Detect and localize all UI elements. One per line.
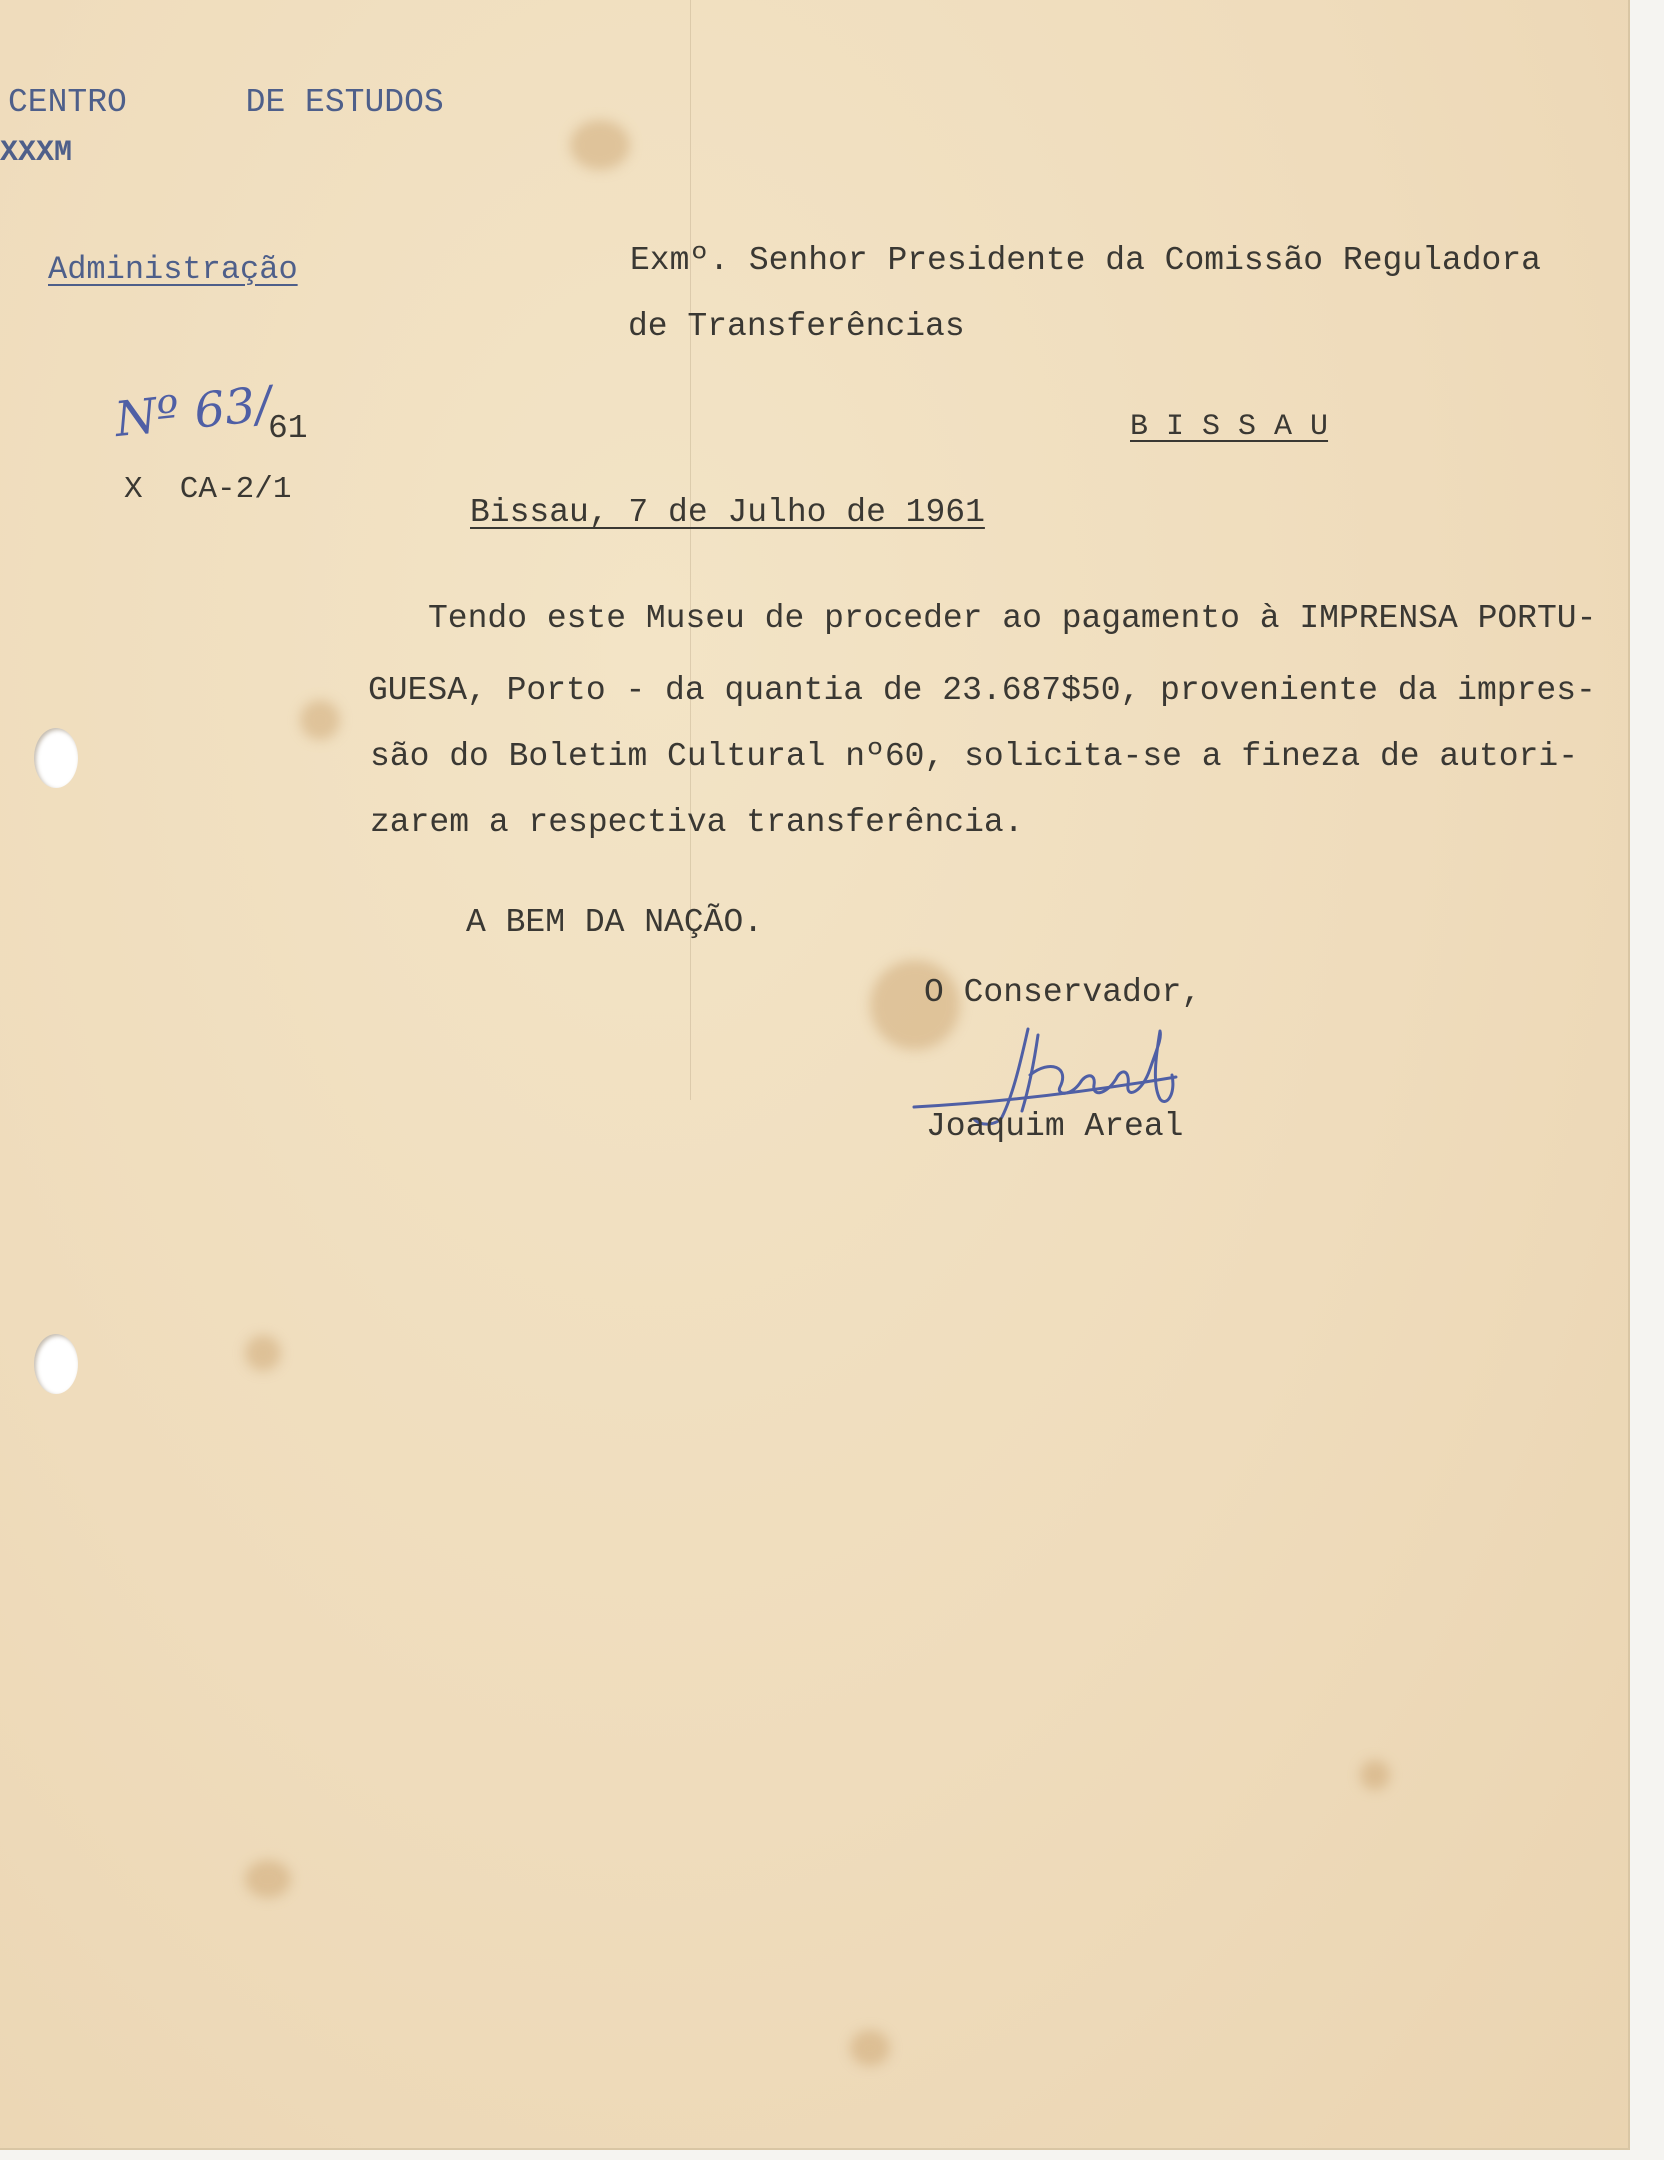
year-suffix: 61 xyxy=(268,410,308,447)
paper-stain xyxy=(245,1860,291,1898)
recipient-city: B I S S A U xyxy=(1130,410,1329,444)
signatory-title: O Conservador, xyxy=(924,974,1202,1011)
signatory-name: Joaquim Areal xyxy=(926,1108,1184,1145)
body-line-3: são do Boletim Cultural nº60, solicita-se a fineza de autori- xyxy=(370,738,1578,775)
paper-stain xyxy=(300,700,340,740)
paper-stain xyxy=(245,1335,281,1371)
recipient-line-2: de Transferências xyxy=(628,308,965,345)
paper-stain xyxy=(850,2030,890,2066)
body-line-1: Tendo este Museu de proceder ao pagamento à IMPRENSA PORTU- xyxy=(428,600,1597,637)
handwritten-number: Nº 63/ xyxy=(112,375,275,448)
institution-name: CENTRO DE ESTUDOS xyxy=(8,84,444,121)
punch-hole xyxy=(34,728,78,788)
punch-hole xyxy=(34,1334,78,1394)
closing-salutation: A BEM DA NAÇÃO. xyxy=(466,904,764,941)
paper-stain xyxy=(1360,1760,1390,1790)
scan-margin-bottom xyxy=(0,2150,1664,2160)
file-reference: X CA-2/1 xyxy=(124,472,292,507)
department-label: Administração xyxy=(48,251,298,288)
letter-date: Bissau, 7 de Julho de 1961 xyxy=(470,494,985,531)
institution-code: XXXM xyxy=(0,136,73,170)
body-line-4: zarem a respectiva transferência. xyxy=(370,804,1024,841)
paper-stain xyxy=(570,120,630,170)
recipient-line-1: Exmº. Senhor Presidente da Comissão Reguladora xyxy=(630,242,1541,279)
scan-margin-right xyxy=(1630,0,1664,2160)
body-line-2: GUESA, Porto - da quantia de 23.687$50, proveniente da impres- xyxy=(368,672,1596,709)
